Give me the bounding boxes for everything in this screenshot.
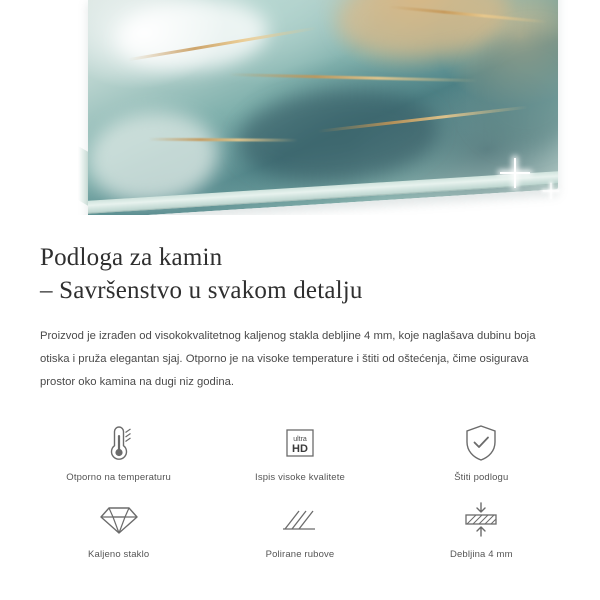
page-title-line-2: – Savršenstvo u svakom detalju — [40, 277, 363, 304]
feature-label: Kaljeno staklo — [88, 549, 150, 561]
page-title-line-1: Podloga za kamin — [40, 244, 223, 271]
polished-edges-icon — [215, 497, 385, 543]
text-block — [0, 215, 600, 394]
thermometer-icon — [34, 420, 204, 466]
svg-text:HD: HD — [292, 443, 308, 456]
diamond-icon — [34, 497, 204, 543]
svg-text:ultra: ultra — [293, 436, 307, 444]
feature-item-thickness — [396, 497, 566, 560]
page-title — [40, 241, 560, 307]
feature-item-tempered-glass — [34, 497, 204, 560]
feature-item-polished-edges — [215, 497, 385, 560]
feature-item-temperature — [34, 420, 204, 483]
hero-image — [0, 0, 600, 215]
feature-label: Otporno na temperaturu — [66, 472, 171, 484]
thickness-arrows-icon — [396, 497, 566, 543]
ultra-hd-icon — [215, 420, 385, 466]
shield-check-icon — [396, 420, 566, 466]
feature-item-print-quality — [215, 420, 385, 483]
feature-label: Debljina 4 mm — [449, 549, 513, 561]
feature-label: Ispis visoke kvalitete — [255, 472, 345, 484]
product-description: Proizvod je izrađen od visokokvalitetnog kaljenog stakla debljine 4 mm, koje naglašava dubinu boja otiska i pruža elegantan sjaj. Otporno je na visoke temperature i štiti od oštećenja, čime osigurava prostor oko kamina na dugi niz godina. — [40, 330, 536, 389]
feature-item-protects-surface — [396, 420, 566, 483]
feature-label: Polirane rubove — [265, 549, 335, 561]
feature-grid — [0, 420, 600, 560]
feature-label: Štiti podlogu — [454, 472, 509, 484]
